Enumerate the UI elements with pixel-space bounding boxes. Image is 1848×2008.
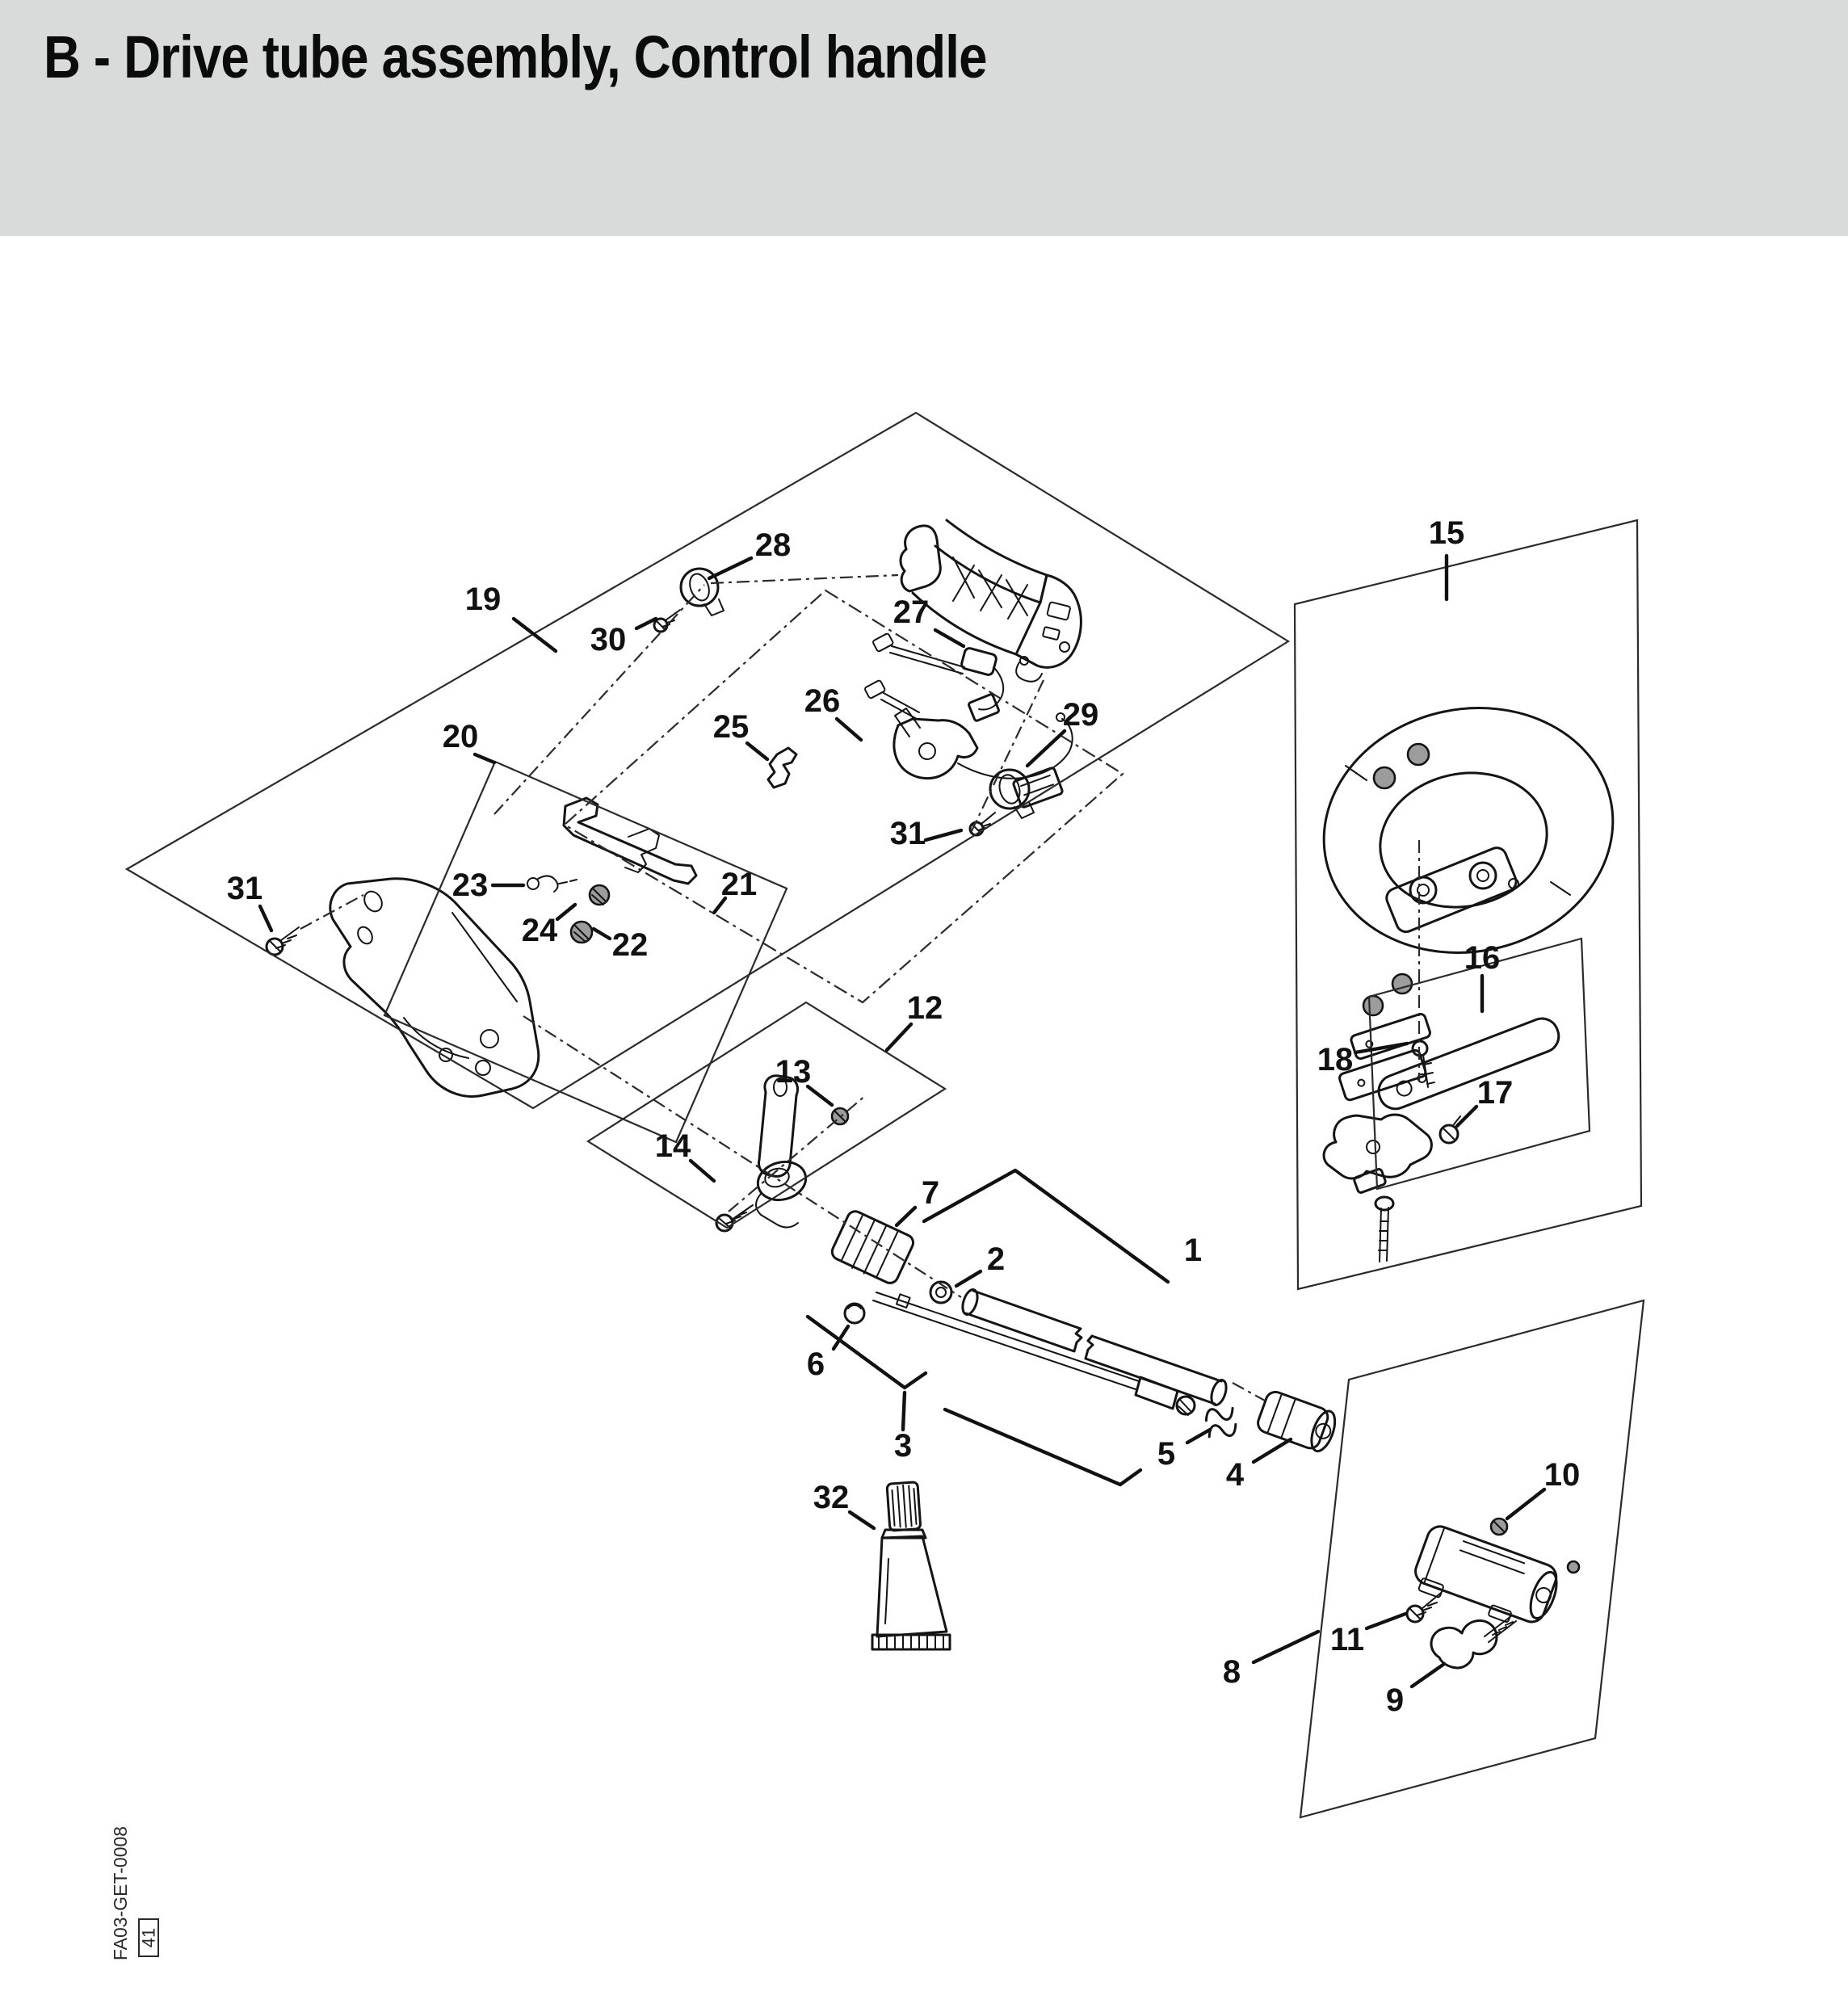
- page-number: 41: [138, 1927, 159, 1948]
- footer-block: [110, 1826, 159, 1960]
- group-8-outline: [1300, 1300, 1644, 1817]
- switch-harness-26-sketch: [864, 680, 1073, 809]
- label-leader-line: [636, 619, 656, 628]
- part-label-30: 30: [590, 622, 627, 657]
- part-label-12: 12: [906, 990, 943, 1026]
- page-title: B - Drive tube assembly, Control handle: [44, 23, 987, 90]
- label-leader-line: [808, 1086, 832, 1105]
- spring-clip-23-sketch: [527, 876, 577, 892]
- part-label-22: 22: [611, 927, 649, 963]
- handle-housing-sketch: [330, 879, 539, 1097]
- part-label-1: 1: [1183, 1233, 1203, 1268]
- part-label-5: 5: [1157, 1436, 1176, 1472]
- drive-tube-1-sketch: [960, 1288, 1228, 1406]
- contact-spring-25-sketch: [768, 748, 796, 788]
- grease-tube-32-sketch: [872, 1482, 950, 1649]
- part-label-19: 19: [464, 582, 502, 617]
- part-label-28: 28: [754, 527, 792, 563]
- handle-clamp-18-sketch: [1324, 974, 1434, 1262]
- coupling-4-sketch: [1255, 1389, 1339, 1454]
- part-1-bracket: [921, 1170, 1168, 1282]
- cap-6-sketch: [845, 1304, 864, 1323]
- explosion-axis-line: [1233, 1383, 1265, 1401]
- label-leader-line: [935, 630, 964, 646]
- label-leader-line: [1412, 1664, 1444, 1687]
- part-sketches: [267, 520, 1636, 1668]
- label-leader-line: [837, 719, 861, 740]
- part-label-13: 13: [775, 1054, 812, 1090]
- part-3-bracket: [808, 1317, 926, 1388]
- label-leader-line: [691, 1161, 714, 1181]
- bracket-16-sketch: [1374, 1014, 1563, 1113]
- part-label-20: 20: [442, 719, 479, 754]
- screw-17-sketch: [1440, 1116, 1460, 1143]
- part-label-14: 14: [654, 1128, 691, 1164]
- explosion-axis-line: [494, 585, 704, 814]
- screw-14-sketch: [716, 1205, 753, 1231]
- part-label-24: 24: [521, 913, 558, 948]
- nut-10-sketch: [1491, 1519, 1579, 1573]
- label-leader-line: [903, 1393, 905, 1430]
- part-label-16: 16: [1464, 940, 1501, 976]
- label-leader-line: [1254, 1632, 1318, 1662]
- screw-30-sketch: [654, 610, 680, 632]
- explosion-axis-line: [711, 575, 898, 583]
- screw-11-sketch: [1407, 1593, 1441, 1622]
- part-label-18: 18: [1317, 1042, 1354, 1078]
- wiring-harness-27-sketch: [872, 633, 1003, 721]
- label-leader-line: [514, 619, 556, 651]
- loop-handle-15-sketch: [1301, 682, 1636, 979]
- group-12-outline: [588, 1002, 945, 1228]
- nut-22-sketch: [571, 922, 592, 943]
- label-leader-line: [594, 929, 610, 939]
- label-leader-line: [709, 558, 751, 578]
- part-label-27: 27: [892, 594, 930, 630]
- label-leader-line: [1027, 731, 1065, 766]
- flex-symbol-5-sketch: [1200, 1401, 1242, 1443]
- label-leader-line: [887, 1024, 911, 1050]
- part-label-15: 15: [1428, 515, 1465, 551]
- part-label-4: 4: [1225, 1457, 1245, 1493]
- part-label-17: 17: [1476, 1075, 1514, 1111]
- part-label-10: 10: [1544, 1457, 1581, 1493]
- label-leader-line: [475, 754, 494, 762]
- part-label-2: 2: [986, 1241, 1006, 1277]
- part-label-31: 31: [226, 871, 263, 906]
- part-label-9: 9: [1385, 1682, 1405, 1718]
- label-leader-line: [557, 905, 575, 919]
- part-label-11: 11: [1329, 1622, 1365, 1657]
- drawing-code: FA03-GET-0008: [110, 1825, 131, 1961]
- nut-24-sketch: [590, 885, 609, 905]
- part-label-32: 32: [813, 1480, 850, 1515]
- part-label-6: 6: [806, 1346, 825, 1382]
- label-leader-line: [260, 906, 271, 930]
- part-label-7: 7: [921, 1175, 940, 1211]
- label-leader-line: [1254, 1439, 1291, 1462]
- label-leader-line: [1507, 1489, 1544, 1519]
- label-leader-line: [1367, 1614, 1405, 1628]
- group-19-outline: [127, 413, 1288, 1108]
- part-label-3: 3: [893, 1428, 913, 1464]
- label-leader-line: [897, 1208, 915, 1225]
- label-leader-line: [850, 1512, 874, 1528]
- part-label-25: 25: [712, 709, 750, 745]
- label-leader-line: [747, 743, 767, 759]
- part-label-26: 26: [804, 683, 841, 719]
- part-label-23: 23: [452, 867, 489, 903]
- label-leader-line: [1187, 1430, 1210, 1443]
- part-label-8: 8: [1222, 1654, 1241, 1690]
- label-leader-line: [956, 1271, 981, 1286]
- part-5-bracket: [945, 1409, 1140, 1485]
- part-label-29: 29: [1062, 697, 1099, 733]
- wing-knob-9-sketch: [1431, 1615, 1516, 1668]
- label-leader-line: [926, 830, 961, 840]
- clamp-sleeve-8-sketch: [1409, 1523, 1564, 1634]
- part-label-31: 31: [889, 816, 926, 851]
- part-label-21: 21: [720, 867, 758, 902]
